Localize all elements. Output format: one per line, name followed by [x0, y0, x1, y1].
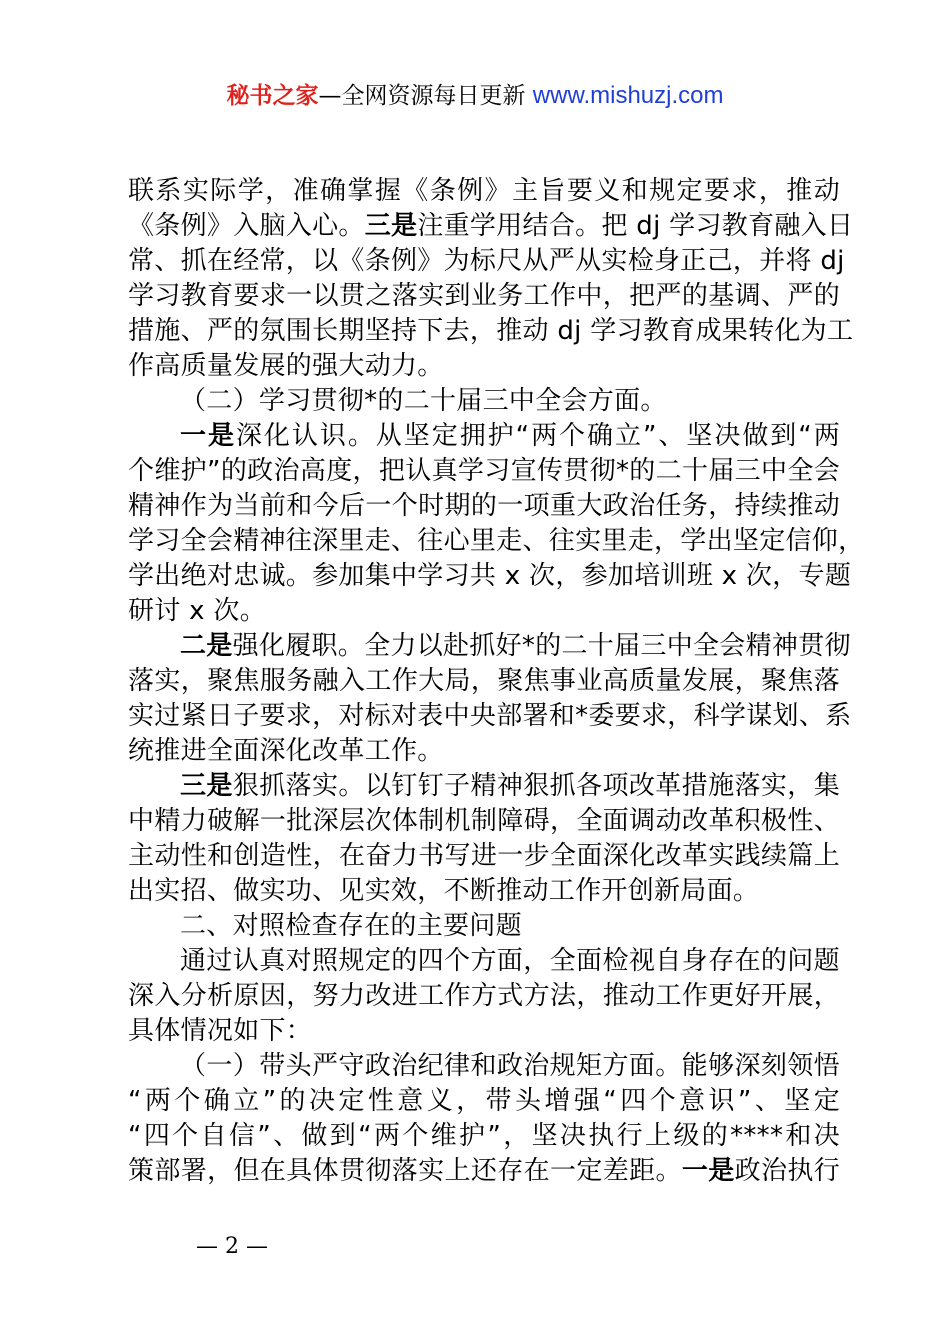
text-line: 精神作为当前和今后一个时期的一项重大政治任务，持续推动	[128, 491, 840, 521]
text-line: 学出绝对忠诚。参加集中学习共 x 次，参加培训班 x 次，专题	[128, 561, 852, 591]
section-heading: 二、对照检查存在的主要问题	[180, 911, 522, 941]
header-tagline: —全网资源每日更新	[318, 83, 533, 109]
page-number: — 2 —	[196, 1234, 268, 1259]
text-line: 策部署，但在具体贯彻落实上还存在一定差距。一是政治执行	[128, 1156, 840, 1186]
document-body	[128, 174, 865, 1189]
text-line: 学习教育要求一以贯之落实到业务工作中，把严的基调、严的	[128, 281, 840, 311]
text-line: 一是深化认识。从坚定拥护“两个确立”、坚决做到“两	[180, 421, 841, 451]
text-line: （一）带头严守政治纪律和政治规矩方面。能够深刻领悟	[180, 1051, 840, 1081]
text-line: 深入分析原因，努力改进工作方式方法，推动工作更好开展，	[128, 981, 840, 1011]
text-line: 常、抓在经常，以《条例》为标尺从严从实检身正己，并将 dj	[128, 246, 845, 276]
section-heading: （二）学习贯彻*的二十届三中全会方面。	[180, 386, 667, 416]
text-line: 统推进全面深化改革工作。	[128, 736, 444, 766]
brand-name: 秘书之家	[226, 83, 319, 109]
site-header	[0, 80, 950, 112]
text-line: 措施、严的氛围长期坚持下去，推动 dj 学习教育成果转化为工	[128, 316, 854, 346]
text-line: 《条例》入脑入心。三是注重学用结合。把 dj 学习教育融入日	[128, 211, 854, 241]
text-line: 三是狠抓落实。以钉钉子精神狠抓各项改革措施落实，集	[180, 771, 840, 801]
text-line: 联系实际学，准确掌握《条例》主旨要义和规定要求，推动	[128, 176, 840, 206]
text-line: 落实，聚焦服务融入工作大局，聚焦事业高质量发展，聚焦落	[128, 666, 840, 696]
text-line: “四个自信”、做到“两个维护”，坚决执行上级的****和决	[128, 1121, 840, 1151]
text-line: 实过紧日子要求，对标对表中央部署和*委要求，科学谋划、系	[128, 701, 852, 731]
text-line: 学习全会精神往深里走、往心里走、往实里走，学出坚定信仰，	[128, 526, 865, 556]
text-line: 出实招、做实功、见实效，不断推动工作开创新局面。	[128, 876, 760, 906]
text-line: 个维护”的政治高度，把认真学习宣传贯彻*的二十届三中全会	[128, 456, 840, 486]
text-line: 中精力破解一批深层次体制机制障碍，全面调动改革积极性、	[128, 806, 840, 836]
text-line: 具体情况如下：	[128, 1016, 313, 1046]
text-line: 二是强化履职。全力以赴抓好*的二十届三中全会精神贯彻	[180, 631, 851, 661]
text-line: 作高质量发展的强大动力。	[128, 351, 444, 381]
text-line: 研讨 x 次。	[128, 596, 267, 626]
text-line: “两个确立”的决定性意义，带头增强“四个意识”、坚定	[128, 1086, 840, 1116]
site-url-link[interactable]: www.mishuzj.com	[532, 82, 724, 109]
text-line: 主动性和创造性，在奋力书写进一步全面深化改革实践续篇上	[128, 841, 840, 871]
text-line: 通过认真对照规定的四个方面，全面检视自身存在的问题	[180, 946, 840, 976]
